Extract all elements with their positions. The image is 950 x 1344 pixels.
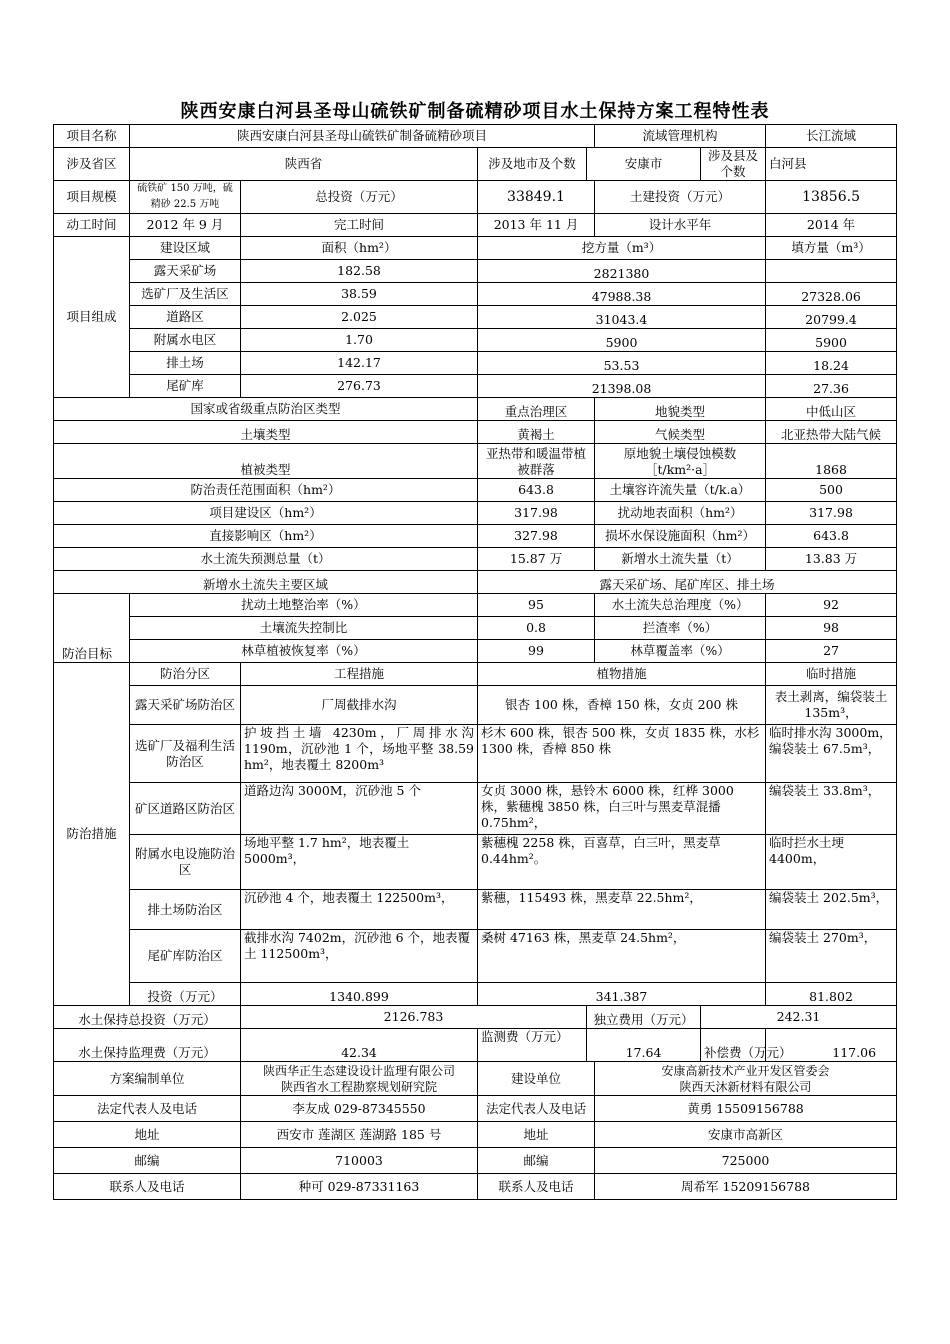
label-contact: 联系人及电话 xyxy=(54,1174,241,1200)
legal-rep-builder: 黄勇 15509156788 xyxy=(595,1096,897,1122)
measure-zone: 附属水电设施防治区 xyxy=(130,835,241,890)
label-vegetation: 植被类型 xyxy=(54,444,478,479)
label-zip: 邮编 xyxy=(478,1148,595,1174)
damage: 643.8 xyxy=(766,525,897,548)
zone-type: 重点治理区 xyxy=(478,398,595,421)
measures-header: 临时措施 xyxy=(766,663,897,686)
measure-engineering: 场地平整 1.7 hm²，地表覆土 5000m³， xyxy=(241,835,478,890)
target-value: 95 xyxy=(478,594,595,617)
region: 露天采矿场、尾矿库区、排土场 xyxy=(478,571,897,594)
label-new-loss: 新增水土流失量（t） xyxy=(595,548,766,571)
table-row xyxy=(54,594,897,617)
target-label: 土壤流失控制比 xyxy=(130,617,478,640)
characteristics-table xyxy=(53,124,897,1200)
label-monitoring: 监测费（万元） xyxy=(478,1029,587,1062)
landform: 中低山区 xyxy=(766,398,897,421)
label-climate: 气候类型 xyxy=(595,421,766,444)
label-author-org: 方案编制单位 xyxy=(54,1062,241,1096)
label-project-name: 项目名称 xyxy=(54,125,130,148)
city: 安康市 xyxy=(587,148,701,181)
label-civil: 土建投资（万元） xyxy=(595,181,766,214)
table-row xyxy=(54,329,897,352)
independent: 242.31 xyxy=(701,1006,897,1029)
measure-temporary: 表土剥离，编袋装土 135m³， xyxy=(766,686,897,725)
contact-author: 种可 029-87331163 xyxy=(241,1174,478,1200)
author-org: 陕西华正生态建设设计监理有限公司 陕西省水工程勘察规划研究院 xyxy=(241,1062,478,1096)
invest: 33849.1 xyxy=(478,181,595,214)
predict: 15.87 万 xyxy=(478,548,595,571)
contact-builder: 周希军 15209156788 xyxy=(595,1174,897,1200)
monitoring: 17.64 xyxy=(587,1029,701,1062)
table-row xyxy=(54,617,897,640)
table-row xyxy=(54,375,897,398)
target-value: 99 xyxy=(478,640,595,663)
label-legal-rep: 法定代表人及电话 xyxy=(54,1096,241,1122)
area-fill xyxy=(766,260,897,283)
supervision: 42.34 xyxy=(241,1029,478,1062)
table-row xyxy=(54,260,897,283)
area-size: 2.025 xyxy=(241,306,478,329)
label-predict: 水土流失预测总量（t） xyxy=(54,548,478,571)
area-size: 182.58 xyxy=(241,260,478,283)
area-name: 尾矿库 xyxy=(130,375,241,398)
vegetation: 亚热带和暖温带植被群落 xyxy=(478,444,595,479)
measure-zone: 尾矿库防治区 xyxy=(130,930,241,983)
table-row xyxy=(54,283,897,306)
builder-org: 安康高新技术产业开发区管委会 陕西天沐新材料有限公司 xyxy=(595,1062,897,1096)
table-row xyxy=(54,725,897,783)
zip-author: 710003 xyxy=(241,1148,478,1174)
label-responsibility: 防治责任范围面积（hm²） xyxy=(54,479,478,502)
table-row xyxy=(54,890,897,930)
label-measures-invest: 投资（万元） xyxy=(130,983,241,1006)
soil: 黄褐土 xyxy=(478,421,595,444)
label-independent: 独立费用（万元） xyxy=(587,1006,701,1029)
measure-plant: 杉木 600 株，银杏 500 株，女贞 1835 株，水杉 1300 株，香樟 850 株 xyxy=(478,725,766,783)
label-invest: 总投资（万元） xyxy=(241,181,478,214)
area-name: 排土场 xyxy=(130,352,241,375)
compensation: 117.06 xyxy=(766,1029,897,1062)
label-soil: 土壤类型 xyxy=(54,421,478,444)
composition-header: 挖方量（m³） xyxy=(478,237,766,260)
basin: 长江流域 xyxy=(766,125,897,148)
area-size: 276.73 xyxy=(241,375,478,398)
measure-temporary: 临时拦水土埂 4400m， xyxy=(766,835,897,890)
area-cut: 5900 xyxy=(478,329,766,352)
measure-zone: 矿区道路区防治区 xyxy=(130,783,241,835)
document-title: 陕西安康白河县圣母山硫铁矿制备硫精砂项目水土保持方案工程特性表 xyxy=(180,101,770,122)
measures-header: 工程措施 xyxy=(241,663,478,686)
table-row xyxy=(54,352,897,375)
measure-zone: 露天采矿场防治区 xyxy=(130,686,241,725)
target-value: 27 xyxy=(766,640,897,663)
label-legal-rep: 法定代表人及电话 xyxy=(478,1096,595,1122)
measure-temporary: 编袋装土 33.8m³， xyxy=(766,783,897,835)
invest-temporary: 81.802 xyxy=(766,983,897,1006)
label-zip: 邮编 xyxy=(54,1148,241,1174)
label-region: 新增水土流失主要区域 xyxy=(54,571,478,594)
label-damage: 损坏水保设施面积（hm²） xyxy=(595,525,766,548)
disturb: 317.98 xyxy=(766,502,897,525)
label-finish: 完工时间 xyxy=(241,214,478,237)
area-fill: 27328.06 xyxy=(766,283,897,306)
label-contact: 联系人及电话 xyxy=(478,1174,595,1200)
measures-group-label: 防治措施 xyxy=(54,663,130,1006)
legal-rep-author: 李友成 029-87345550 xyxy=(241,1096,478,1122)
label-allowable: 土壤容许流失量（t/k.a） xyxy=(595,479,766,502)
label-landform: 地貌类型 xyxy=(595,398,766,421)
composition-header: 建设区域 xyxy=(130,237,241,260)
address-author: 西安市 莲湖区 莲湖路 185 号 xyxy=(241,1122,478,1148)
area-name: 选矿厂及生活区 xyxy=(130,283,241,306)
label-county: 涉及县及个数 xyxy=(701,148,766,181)
label-basin: 流域管理机构 xyxy=(595,125,766,148)
measures-header: 防治分区 xyxy=(130,663,241,686)
target-label: 水土流失总治理度（%） xyxy=(595,594,766,617)
project-name: 陕西安康白河县圣母山硫铁矿制备硫精砂项目 xyxy=(130,125,595,148)
label-province: 涉及省区 xyxy=(54,148,130,181)
label-supervision: 水土保持监理费（万元） xyxy=(54,1029,241,1062)
area-fill: 18.24 xyxy=(766,352,897,375)
composition-header: 面积（hm²） xyxy=(241,237,478,260)
county: 白河县 xyxy=(766,148,897,181)
measure-temporary: 编袋装土 202.5m³， xyxy=(766,890,897,930)
address-builder: 安康市高新区 xyxy=(595,1122,897,1148)
area-cut: 47988.38 xyxy=(478,283,766,306)
area-size: 1.70 xyxy=(241,329,478,352)
zip-builder: 725000 xyxy=(595,1148,897,1174)
area-name: 道路区 xyxy=(130,306,241,329)
label-address: 地址 xyxy=(478,1122,595,1148)
measure-temporary: 编袋装土 270m³， xyxy=(766,930,897,983)
label-start: 动工时间 xyxy=(54,214,130,237)
affect: 327.98 xyxy=(478,525,595,548)
responsibility: 643.8 xyxy=(478,479,595,502)
area-cut: 21398.08 xyxy=(478,375,766,398)
measure-plant: 紫穗槐 2258 株，百喜草，白三叶，黑麦草 0.44hm²。 xyxy=(478,835,766,890)
target-label: 林草植被恢复率（%） xyxy=(130,640,478,663)
table-row xyxy=(54,930,897,983)
label-total-invest: 水土保持总投资（万元） xyxy=(54,1006,241,1029)
measure-engineering: 厂周截排水沟 xyxy=(241,686,478,725)
area-name: 附属水电区 xyxy=(130,329,241,352)
label-build-area: 项目建设区（hm²） xyxy=(54,502,478,525)
composition-header: 填方量（m³） xyxy=(766,237,897,260)
target-label: 扰动土地整治率（%） xyxy=(130,594,478,617)
erosion: 1868 xyxy=(766,444,897,479)
design: 2014 年 xyxy=(766,214,897,237)
new-loss: 13.83 万 xyxy=(766,548,897,571)
target-label: 林草覆盖率（%） xyxy=(595,640,766,663)
civil: 13856.5 xyxy=(766,181,897,214)
province: 陕西省 xyxy=(130,148,478,181)
label-zone-type: 国家或省级重点防治区类型 xyxy=(54,398,478,421)
measure-temporary: 临时排水沟 3000m，编袋装土 67.5m³， xyxy=(766,725,897,783)
label-design: 设计水平年 xyxy=(595,214,766,237)
measure-plant: 银杏 100 株，香樟 150 株，女贞 200 株 xyxy=(478,686,766,725)
composition-group-label: 项目组成 xyxy=(54,237,130,398)
label-scale: 项目规模 xyxy=(54,181,130,214)
table-row xyxy=(54,640,897,663)
label-address: 地址 xyxy=(54,1122,241,1148)
build-area: 317.98 xyxy=(478,502,595,525)
total-invest: 2126.783 xyxy=(241,1006,587,1029)
targets-group-label: 防治目标 xyxy=(54,594,130,663)
table-row xyxy=(54,686,897,725)
measure-plant: 紫穗，115493 株，黑麦草 22.5hm²， xyxy=(478,890,766,930)
invest-engineering: 1340.899 xyxy=(241,983,478,1006)
measure-plant: 女贞 3000 株，悬铃木 6000 株，红桦 3000 株，紫穗槐 3850 株，白三叶与黑麦草混播 0.75hm²， xyxy=(478,783,766,835)
area-name: 露天采矿场 xyxy=(130,260,241,283)
measure-engineering: 护坡挡土墙 4230m，厂周排水沟 1190m，沉砂池 1 个，场地平整 38.59 hm²，地表覆土 8200m³ xyxy=(241,725,478,783)
table-row xyxy=(54,306,897,329)
target-value: 0.8 xyxy=(478,617,595,640)
target-value: 98 xyxy=(766,617,897,640)
area-size: 142.17 xyxy=(241,352,478,375)
allowable: 500 xyxy=(766,479,897,502)
table-row xyxy=(54,835,897,890)
invest-plant: 341.387 xyxy=(478,983,766,1006)
area-cut: 2821380 xyxy=(478,260,766,283)
label-affect: 直接影响区（hm²） xyxy=(54,525,478,548)
measure-engineering: 沉砂池 4 个，地表覆土 122500m³， xyxy=(241,890,478,930)
area-cut: 53.53 xyxy=(478,352,766,375)
measure-engineering: 道路边沟 3000M，沉砂池 5 个 xyxy=(241,783,478,835)
measure-zone: 排土场防治区 xyxy=(130,890,241,930)
area-cut: 31043.4 xyxy=(478,306,766,329)
label-erosion: 原地貌土壤侵蚀模数［t/km²·a］ xyxy=(595,444,766,479)
label-city: 涉及地市及个数 xyxy=(478,148,587,181)
measure-zone: 选矿厂及福利生活防治区 xyxy=(130,725,241,783)
area-size: 38.59 xyxy=(241,283,478,306)
area-fill: 5900 xyxy=(766,329,897,352)
measures-header: 植物措施 xyxy=(478,663,766,686)
label-compensation: 补偿费（万元） xyxy=(701,1029,766,1062)
scale: 硫铁矿 150 万吨，硫精砂 22.5 万吨 xyxy=(130,181,241,214)
target-value: 92 xyxy=(766,594,897,617)
finish: 2013 年 11 月 xyxy=(478,214,595,237)
measure-engineering: 截排水沟 7402m，沉砂池 6 个，地表覆土 112500m³， xyxy=(241,930,478,983)
label-builder-org: 建设单位 xyxy=(478,1062,595,1096)
start: 2012 年 9 月 xyxy=(130,214,241,237)
area-fill: 27.36 xyxy=(766,375,897,398)
target-label: 拦渣率（%） xyxy=(595,617,766,640)
climate: 北亚热带大陆气候 xyxy=(766,421,897,444)
measure-plant: 桑树 47163 株，黑麦草 24.5hm²， xyxy=(478,930,766,983)
table-row xyxy=(54,783,897,835)
label-disturb: 扰动地表面积（hm²） xyxy=(595,502,766,525)
area-fill: 20799.4 xyxy=(766,306,897,329)
